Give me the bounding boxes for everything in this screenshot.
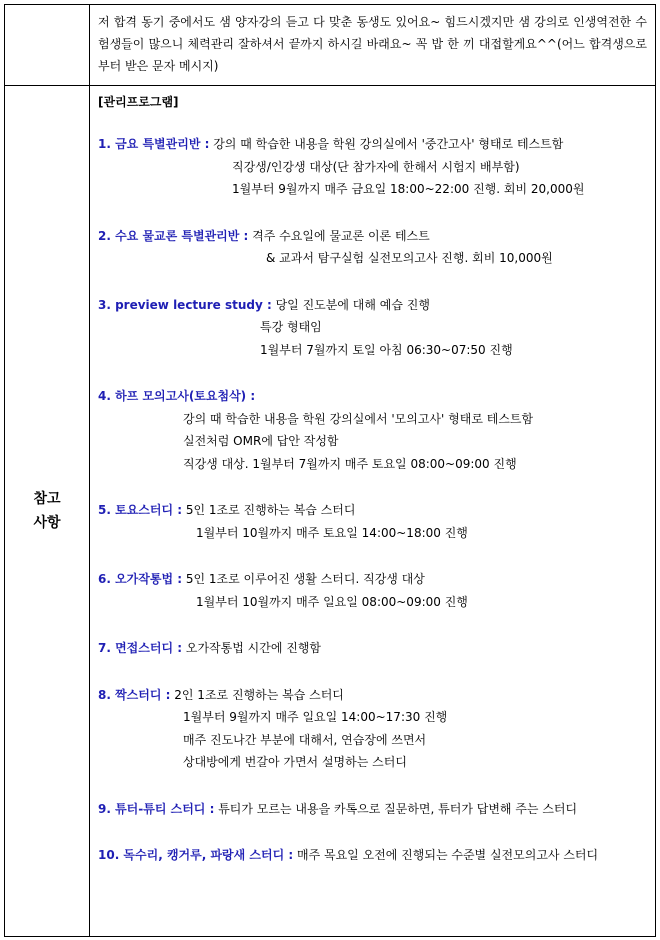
program-line: 실전처럼 OMR에 답안 작성함 <box>183 434 339 448</box>
program-line: 특강 형태임 <box>260 320 322 334</box>
program-title: 3. preview lecture study : <box>98 297 272 312</box>
side-label-cell <box>5 86 90 937</box>
program-item-3 <box>98 294 647 362</box>
program-item-10 <box>98 844 647 867</box>
program-line: 튜티가 모르는 내용을 카톡으로 질문하면, 튜터가 답변해 주는 스터디 <box>218 801 578 816</box>
program-item-2 <box>98 225 647 270</box>
program-line: 5인 1조로 이루어진 생활 스터디. 직강생 대상 <box>185 572 425 586</box>
program-line: 1월부터 10월까지 매주 일요일 08:00~09:00 진행 <box>196 594 468 609</box>
program-line: 1월부터 10월까지 매주 토요일 14:00~18:00 진행 <box>196 525 468 540</box>
program-line: 2인 1조로 진행하는 복습 스터디 <box>174 687 344 702</box>
program-item-6 <box>98 568 647 613</box>
program-item-4 <box>98 385 647 475</box>
program-title: 9. 튜터-튜티 스터디 : <box>98 801 215 816</box>
testimonial-cell <box>90 5 656 86</box>
program-line: 강의 때 학습한 내용을 학원 강의실에서 '모의고사' 형태로 테스트함 <box>183 411 534 426</box>
program-item-7 <box>98 637 647 660</box>
program-item-9 <box>98 798 647 821</box>
testimonial-text: 저 합격 동기 중에서도 샘 양자강의 듣고 다 맞춘 동생도 있어요~ 힘드시겠지만 샘 강의로 인생역전한 수험생들이 많으니 체력관리 잘하셔서 끝까지 하시길 바래요~ 꼭 밥 한 끼 대접할게요^^(어느 합격생으로부터 받은 문자 메시지) <box>98 15 647 73</box>
program-line: 격주 수요일에 물교론 이론 테스트 <box>252 228 430 243</box>
program-title: 2. 수요 물교론 특별관리반 : <box>98 228 249 243</box>
program-line: 1월부터 9월까지 매주 일요일 14:00~17:30 진행 <box>183 710 448 724</box>
program-line: 상대방에게 번갈아 가면서 설명하는 스터디 <box>183 755 407 769</box>
program-line: 1월부터 7월까지 토일 아침 06:30~07:50 진행 <box>260 342 513 357</box>
program-title: 4. 하프 모의고사(토요첨삭) : <box>98 389 256 403</box>
program-title: 7. 면접스터디 : <box>98 641 183 655</box>
program-line: 매주 목요일 오전에 진행되는 수준별 실전모의고사 스터디 <box>297 848 599 862</box>
program-title: 8. 짝스터디 : <box>98 687 171 702</box>
program-item-8 <box>98 684 647 774</box>
program-line: 5인 1조로 진행하는 복습 스터디 <box>185 503 356 517</box>
program-line: 직강생/인강생 대상(단 참가자에 한해서 시험지 배부함) <box>232 159 520 174</box>
program-line: 매주 진도나간 부분에 대해서, 연습장에 쓰면서 <box>183 732 427 747</box>
program-line: 1월부터 9월까지 매주 금요일 18:00~22:00 진행. 회비 20,000원 <box>232 182 585 196</box>
reference-table <box>4 4 656 937</box>
program-line: 강의 때 학습한 내용을 학원 강의실에서 '중간고사' 형태로 테스트함 <box>213 137 564 151</box>
program-row <box>5 86 656 937</box>
program-line: & 교과서 탐구실험 실전모의고사 진행. 회비 10,000원 <box>266 251 553 265</box>
program-title: 1. 금요 특별관리반 : <box>98 137 210 151</box>
program-line: 직강생 대상. 1월부터 7월까지 매주 토요일 08:00~09:00 진행 <box>183 456 517 471</box>
program-title: 10. 독수리, 캥거루, 파랑새 스터디 : <box>98 848 294 862</box>
program-item-1 <box>98 133 647 201</box>
program-title: 5. 토요스터디 : <box>98 503 183 517</box>
program-cell <box>90 86 656 937</box>
side-label-line-1: 참고 <box>33 491 61 507</box>
program-title: 6. 오가작통법 : <box>98 572 183 586</box>
empty-label-cell <box>5 5 90 86</box>
program-line: 오가작통법 시간에 진행함 <box>185 641 322 655</box>
section-heading: [관리프로그램] <box>98 95 179 109</box>
testimonial-row <box>5 5 656 86</box>
program-item-5 <box>98 499 647 544</box>
program-line: 당일 진도분에 대해 예습 진행 <box>275 297 430 312</box>
side-label-line-2: 사항 <box>33 515 61 531</box>
